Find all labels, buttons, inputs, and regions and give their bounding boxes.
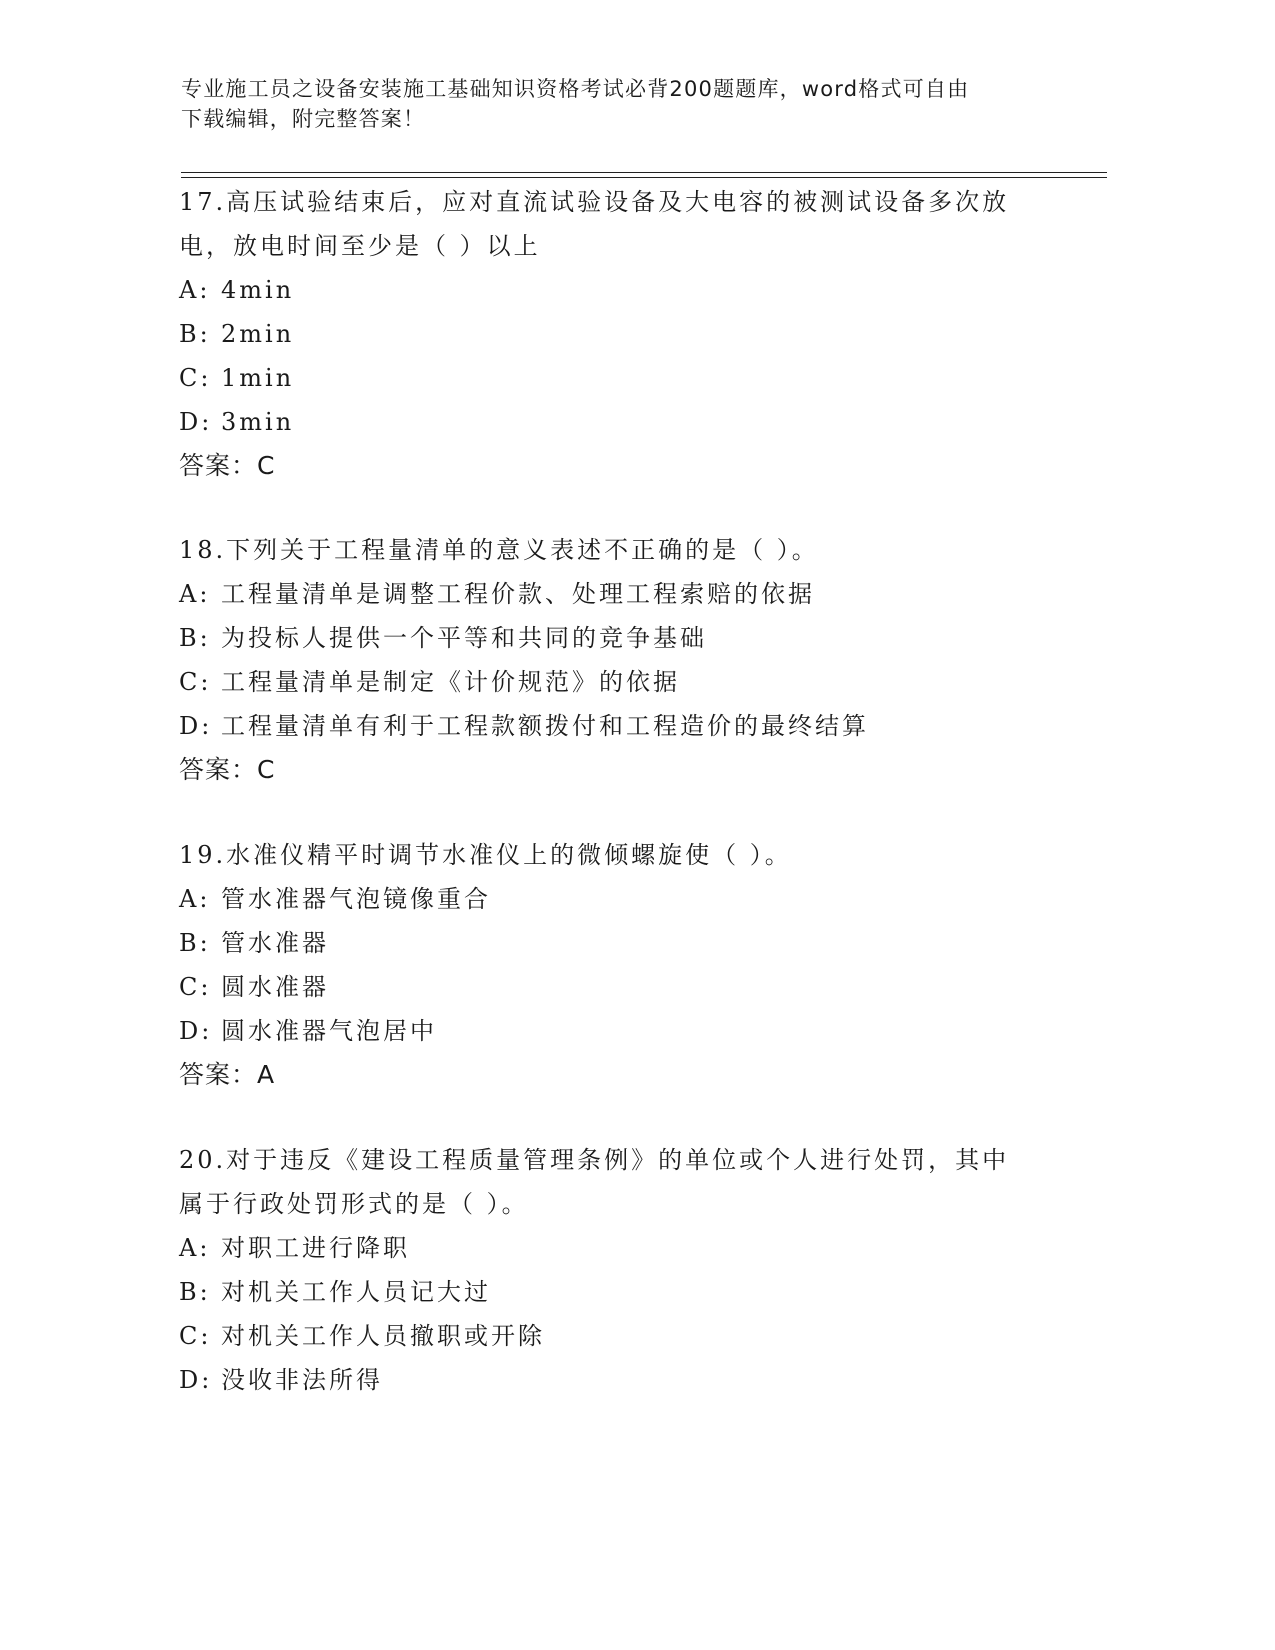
option-letter: B: [179,320,211,348]
question-text [179,528,1059,572]
header-divider-top [181,172,1107,173]
option-letter: D: [179,1017,213,1045]
option-text: 工程量清单有利于工程款额拨付和工程造价的最终结算 [221,712,869,740]
option-c [179,965,1059,1009]
option-a [179,1226,1059,1270]
option-a [179,268,1059,312]
option-c [179,356,1059,400]
option-text: 管水准器 [221,929,329,957]
question-text-line: 19.水准仪精平时调节水准仪上的微倾螺旋使（ ）。 [179,841,792,869]
option-letter: D: [179,408,213,436]
option-letter: A: [179,276,211,304]
question-text [179,1138,1059,1226]
option-text: 4min [221,276,295,304]
option-letter: C: [179,364,212,392]
answer: 答案：C [179,451,276,480]
option-text: 1min [221,364,295,392]
option-text: 3min [221,408,295,436]
question-18 [179,528,1059,792]
option-letter: D: [179,1366,213,1394]
question-19 [179,833,1059,1097]
option-d [179,704,1059,748]
option-letter: C: [179,973,212,1001]
option-text: 圆水准器气泡居中 [221,1017,437,1045]
option-a [179,877,1059,921]
header-line-1: 专业施工员之设备安装施工基础知识资格考试必背200题题库，word格式可自由 [181,77,970,101]
question-text-line: 电，放电时间至少是（ ）以上 [179,232,541,260]
option-b [179,312,1059,356]
option-letter: A: [179,580,211,608]
option-d [179,1358,1059,1402]
answer: 答案：C [179,755,276,784]
option-letter: B: [179,929,211,957]
question-17 [179,180,1059,488]
option-b [179,1270,1059,1314]
option-letter: A: [179,1234,211,1262]
question-text-line: 20.对于违反《建设工程质量管理条例》的单位或个人进行处罚，其中 [179,1146,1010,1174]
option-letter: A: [179,885,211,913]
option-text: 为投标人提供一个平等和共同的竞争基础 [221,624,707,652]
option-text: 没收非法所得 [221,1366,383,1394]
option-letter: B: [179,1278,211,1306]
question-text-line: 属于行政处罚形式的是（ ）。 [179,1190,529,1218]
question-text-line: 18.下列关于工程量清单的意义表述不正确的是（ ）。 [179,536,819,564]
option-d [179,1009,1059,1053]
option-a [179,572,1059,616]
question-text [179,833,1059,877]
option-b [179,616,1059,660]
option-text: 对机关工作人员记大过 [221,1278,491,1306]
question-text [179,180,1059,268]
option-text: 对机关工作人员撤职或开除 [221,1322,545,1350]
option-text: 工程量清单是调整工程价款、处理工程索赔的依据 [221,580,815,608]
option-text: 2min [221,320,295,348]
option-letter: D: [179,712,213,740]
option-letter: B: [179,624,211,652]
header-divider-bottom [181,177,1107,178]
question-20 [179,1138,1059,1402]
document-header [181,74,1041,134]
option-text: 圆水准器 [221,973,329,1001]
option-c [179,660,1059,704]
question-text-line: 17.高压试验结束后，应对直流试验设备及大电容的被测试设备多次放 [179,188,1010,216]
option-d [179,400,1059,444]
answer: 答案：A [179,1060,276,1089]
option-letter: C: [179,1322,212,1350]
option-c [179,1314,1059,1358]
option-letter: C: [179,668,212,696]
option-b [179,921,1059,965]
option-text: 工程量清单是制定《计价规范》的依据 [221,668,680,696]
option-text: 管水准器气泡镜像重合 [221,885,491,913]
header-line-2: 下载编辑，附完整答案！ [181,107,426,131]
option-text: 对职工进行降职 [221,1234,410,1262]
